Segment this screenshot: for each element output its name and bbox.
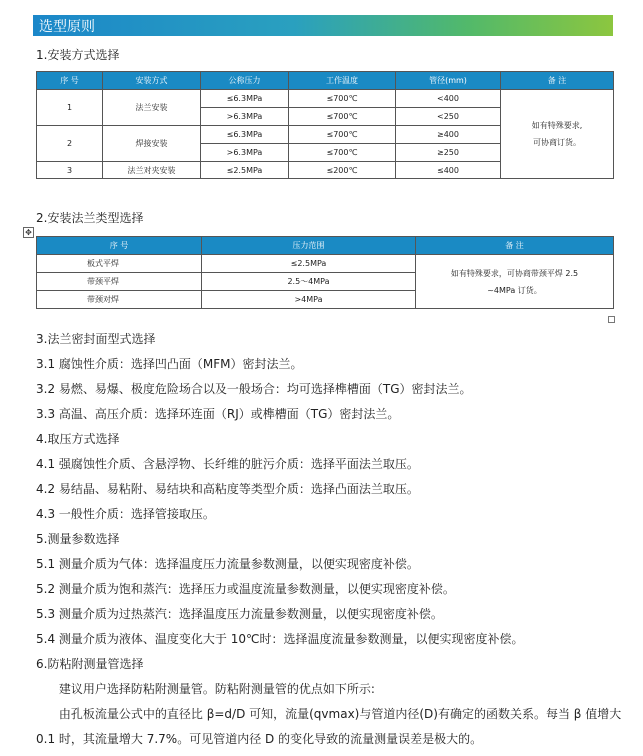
- temperature-cell: ≤700℃: [289, 126, 396, 144]
- diameter-cell: ≥250: [396, 144, 501, 162]
- table-move-handle-icon[interactable]: ✥: [23, 227, 34, 238]
- temperature-cell: ≤700℃: [289, 108, 396, 126]
- pressure-cell: ≤6.3MPa: [201, 90, 289, 108]
- diameter-cell: ≥400: [396, 126, 501, 144]
- body-line: 5.2 测量介质为饱和蒸汽：选择压力或温度流量参数测量，以便实现密度补偿。: [36, 582, 455, 596]
- body-line: 5.3 测量介质为过热蒸汽：选择温度压力流量参数测量，以便实现密度补偿。: [36, 607, 443, 621]
- body-paragraph: 建议用户选择防粘附测量管。防粘附测量管的优点如下所示:: [36, 682, 375, 696]
- body-line: 3.2 易燃、易爆、极度危险场合以及一般场合：均可选择榫槽面（TG）密封法兰。: [36, 382, 472, 396]
- table-header-row: [37, 72, 614, 90]
- temperature-cell: ≤700℃: [289, 90, 396, 108]
- col-header: 公称压力: [201, 72, 289, 90]
- pressure-range: 2.5～4MPa: [202, 273, 416, 291]
- col-header: 序 号: [37, 237, 202, 255]
- section-header-bar: [33, 15, 613, 36]
- temperature-cell: ≤700℃: [289, 144, 396, 162]
- body-line: 4.3 一般性介质：选择管接取压。: [36, 507, 215, 521]
- row-number: 1: [37, 90, 103, 126]
- pressure-cell: ≤2.5MPa: [201, 162, 289, 179]
- body-line: 4.2 易结晶、易粘附、易结块和高粘度等类型介质：选择凸面法兰取压。: [36, 482, 419, 496]
- col-header: 备 注: [416, 237, 614, 255]
- remark-line: 如有特殊要求,: [531, 121, 583, 130]
- pressure-cell: >6.3MPa: [201, 144, 289, 162]
- body-heading: 4.取压方式选择: [36, 432, 120, 446]
- table-header-row: [37, 237, 614, 255]
- remark-line: 如有特殊要求，可协商带颈平焊 2.5: [450, 268, 579, 278]
- table-resize-handle[interactable]: [608, 316, 615, 323]
- section1-title: 1.安装方式选择: [36, 48, 120, 62]
- pressure-cell: ≤6.3MPa: [201, 126, 289, 144]
- diameter-cell: ≤400: [396, 162, 501, 179]
- remark-cell: [416, 255, 614, 309]
- flange-type: 带颈平焊: [37, 273, 202, 291]
- flange-type: 板式平焊: [37, 255, 202, 273]
- body-heading: 3.法兰密封面型式选择: [36, 332, 156, 346]
- pressure-range: >4MPa: [202, 291, 416, 309]
- body-line: 5.1 测量介质为气体：选择温度压力流量参数测量，以便实现密度补偿。: [36, 557, 419, 571]
- body-line: 3.3 高温、高压介质：选择环连面（RJ）或榫槽面（TG）密封法兰。: [36, 407, 400, 421]
- table-row: [37, 255, 614, 273]
- col-header: 工作温度: [289, 72, 396, 90]
- row-number: 3: [37, 162, 103, 179]
- col-header: 压力范围: [202, 237, 416, 255]
- diameter-cell: <400: [396, 90, 501, 108]
- pressure-cell: >6.3MPa: [201, 108, 289, 126]
- install-method-table: [36, 71, 614, 179]
- body-paragraph: 0.1 时，其流量增大 7.7%。可见管道内径 D 的变化导致的流量测量误差是极大的。: [36, 732, 483, 746]
- flange-type-table: [36, 236, 614, 309]
- col-header: 管径(mm): [396, 72, 501, 90]
- body-line: 5.4 测量介质为液体、温度变化大于 10℃时：选择温度流量参数测量，以便实现密度补偿。: [36, 632, 524, 646]
- pressure-range: ≤2.5MPa: [202, 255, 416, 273]
- temperature-cell: ≤200℃: [289, 162, 396, 179]
- remark-line: 可协商订货。: [533, 138, 581, 147]
- section-header-title: 选型原则: [39, 19, 95, 35]
- install-method: 法兰对夹安装: [103, 162, 201, 179]
- col-header: 序 号: [37, 72, 103, 90]
- row-number: 2: [37, 126, 103, 162]
- body-line: 3.1 腐蚀性介质：选择凹凸面（MFM）密封法兰。: [36, 357, 303, 371]
- diameter-cell: <250: [396, 108, 501, 126]
- col-header: 安装方式: [103, 72, 201, 90]
- body-paragraph: 由孔板流量公式中的直径比 β=d/D 可知，流量(qvmax)与管道内径(D)有确定的函数关系。每当 β 值增大: [36, 707, 622, 721]
- flange-type: 带颈对焊: [37, 291, 202, 309]
- body-line: 4.1 强腐蚀性介质、含悬浮物、长纤维的脏污介质：选择平面法兰取压。: [36, 457, 419, 471]
- section2-title: 2.安装法兰类型选择: [36, 211, 144, 225]
- install-method: 法兰安装: [103, 90, 201, 126]
- col-header: 备 注: [501, 72, 614, 90]
- install-method: 焊接安装: [103, 126, 201, 162]
- body-heading: 6.防粘附测量管选择: [36, 657, 144, 671]
- table-row: [37, 90, 614, 108]
- remark-cell: [501, 90, 614, 179]
- remark-line: ~4MPa 订货。: [487, 285, 542, 295]
- body-heading: 5.测量参数选择: [36, 532, 120, 546]
